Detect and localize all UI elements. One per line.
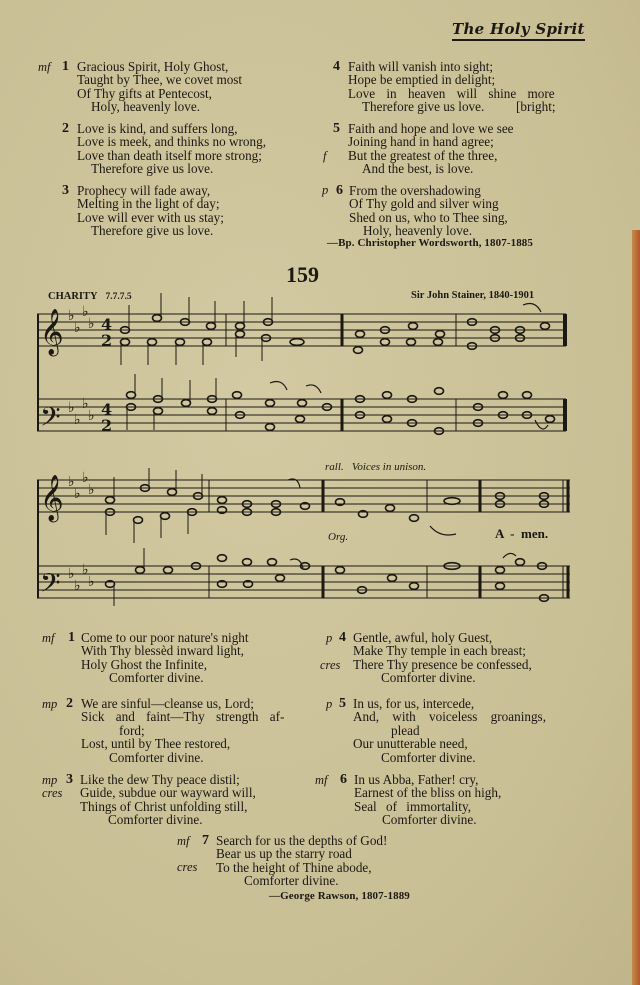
svg-text:♭: ♭: [82, 562, 89, 578]
verse-number: 6: [340, 772, 347, 787]
dynamic-mark: f: [323, 149, 327, 163]
verse-5: Faith and hope and love we see Joining hand in hand agree; But the greatest of the three, And the best, is love.: [348, 121, 514, 177]
treble-clef-icon: 𝄞: [40, 475, 64, 521]
dynamic-mark: mp: [42, 697, 58, 711]
verse-2: Love is kind, and suffers long, Love is meek, and thinks no wrong, Love than death itself more strong; Therefore give us love.: [77, 121, 266, 177]
verse-2: We are sinful—cleanse us, Lord; Sick and faint—Thy strength af- ford; Lost, until by Thee restored, Comforter divine.: [81, 696, 285, 765]
dynamic-mark: cres: [42, 786, 63, 800]
verse-number: 6: [336, 183, 343, 198]
svg-text:♭: ♭: [82, 470, 89, 486]
verse-number: 1: [68, 630, 75, 645]
svg-text:♭: ♭: [68, 400, 75, 416]
dynamic-mark: cres: [320, 658, 341, 672]
dynamic-mark: p: [326, 697, 333, 711]
verse-number: 5: [333, 121, 340, 136]
verse-1: Come to our poor nature's night With Thy blessèd inward light, Holy Ghost the Infinite, Comforter divine.: [81, 630, 249, 686]
author-credit: —George Rawson, 1807-1889: [269, 890, 410, 902]
verse-number: 4: [339, 630, 346, 645]
section-header: The Holy Spirit: [452, 20, 585, 41]
dynamic-mark: mf: [38, 60, 51, 74]
dynamic-mark: mp: [42, 773, 58, 787]
verse-number: 2: [66, 696, 73, 711]
verse-number: 3: [62, 183, 69, 198]
verse-3: Like the dew Thy peace distil; Guide, subdue our wayward will, Things of Christ unfolding still, Comforter divine.: [80, 772, 256, 828]
svg-text:2: 2: [101, 416, 113, 435]
staff-bass-1: [37, 399, 566, 431]
svg-text:♭: ♭: [88, 482, 95, 498]
verse-4: Gentle, awful, holy Guest, Make Thy temple in each breast; There Thy presence be confessed, Comforter divine.: [353, 630, 532, 686]
dynamic-mark: mf: [177, 834, 190, 848]
verse-6: From the overshadowing Of Thy gold and silver wing Shed on us, who to Thee sing, Holy, heavenly love.: [349, 183, 508, 239]
composer-credit: Sir John Stainer, 1840-1901: [411, 290, 535, 301]
verse-number: 1: [62, 59, 69, 74]
svg-text:♭: ♭: [82, 396, 89, 412]
dynamic-mark: mf: [315, 773, 328, 787]
time-signature: [101, 315, 112, 435]
tune-name: CHARITY 7.7.7.5: [48, 291, 132, 302]
svg-text:♭: ♭: [82, 304, 89, 320]
svg-text:♭: ♭: [68, 566, 75, 582]
svg-text:♭: ♭: [74, 578, 81, 594]
verse-number: 3: [66, 772, 73, 787]
rall-mark: rall. Voices in unison.: [325, 461, 427, 473]
notes: [106, 315, 555, 602]
svg-text:♭: ♭: [68, 308, 75, 324]
hymn-number: 159: [286, 262, 319, 287]
staff-treble-1: [37, 314, 566, 346]
dynamic-mark: mf: [42, 631, 55, 645]
svg-text:4: 4: [101, 400, 113, 419]
verse-4: Faith will vanish into sight; Hope be emptied in delight; Love in heaven will shine more Therefore give us love. [bright;: [348, 59, 556, 115]
treble-clef-icon: 𝄞: [40, 309, 64, 355]
svg-text:♭: ♭: [88, 574, 95, 590]
dynamic-mark: p: [322, 183, 329, 197]
svg-text:♭: ♭: [68, 474, 75, 490]
organ-mark: Org.: [328, 531, 349, 543]
svg-text:♭: ♭: [74, 412, 81, 428]
verse-number: 7: [202, 833, 209, 848]
svg-text:4: 4: [101, 315, 113, 334]
verse-number: 2: [62, 121, 69, 136]
svg-text:♭: ♭: [88, 316, 95, 332]
verse-7: Search for us the depths of God! Bear us up the starry road To the height of Thine abode, Comforter divine.: [216, 833, 388, 889]
staff-treble-2: [37, 480, 570, 512]
verse-3: Prophecy will fade away, Melting in the light of day; Love will ever with us stay; Therefore give us love.: [77, 183, 224, 239]
verse-number: 4: [333, 59, 340, 74]
svg-text:♭: ♭: [74, 320, 81, 336]
svg-text:♭: ♭: [88, 408, 95, 424]
svg-text:♭: ♭: [74, 486, 81, 502]
dynamic-mark: cres: [177, 860, 198, 874]
staff-bass-2: [37, 566, 570, 598]
dynamic-mark: p: [326, 631, 333, 645]
bass-clef-icon: 𝄢: [40, 567, 61, 605]
amen-text: A - men.: [495, 526, 549, 541]
verse-5: In us, for us, intercede, And, with voiceless groanings, plead Our unutterable need, Comforter divine.: [353, 696, 546, 765]
svg-text:2: 2: [101, 331, 113, 350]
verse-1: Gracious Spirit, Holy Ghost, Taught by Thee, we covet most Of Thy gifts at Pentecost, Holy, heavenly love.: [77, 59, 243, 115]
bass-clef-icon: 𝄢: [40, 401, 61, 439]
key-signature-flats: [68, 304, 95, 594]
verse-number: 5: [339, 696, 346, 711]
verse-6: In us Abba, Father! cry, Earnest of the bliss on high, Seal of immortality, Comforter divine.: [354, 772, 502, 828]
author-credit: —Bp. Christopher Wordsworth, 1807-1885: [327, 237, 533, 249]
